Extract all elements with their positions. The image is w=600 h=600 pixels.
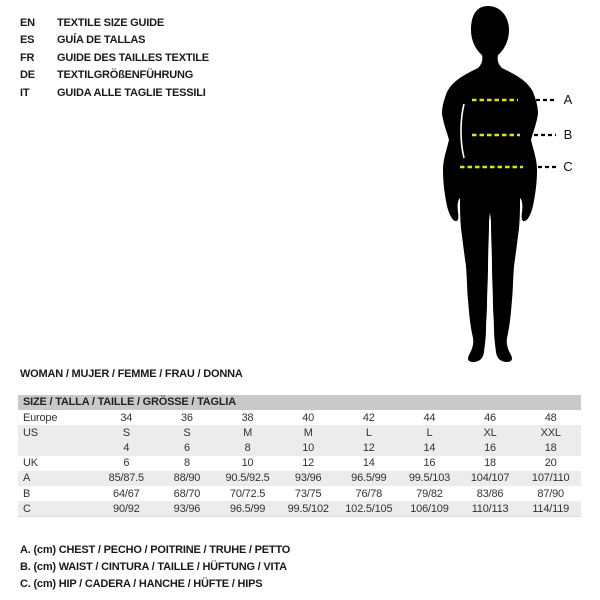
language-row (20, 67, 209, 85)
size-cell: 16 (484, 441, 496, 454)
size-cell: L (365, 426, 372, 439)
size-cell: 16 (423, 457, 436, 470)
woman-figure (430, 0, 565, 372)
row-label: Europe (23, 411, 58, 424)
size-cell: 14 (362, 457, 375, 470)
size-cell: 14 (423, 441, 436, 454)
size-cell: 83/86 (476, 487, 504, 500)
language-row (20, 49, 209, 67)
size-cell: 46 (484, 411, 496, 424)
measure-label-c: C (563, 159, 573, 174)
size-cell: 114/119 (532, 502, 570, 515)
size-cell: 20 (544, 457, 557, 470)
row-label: B (23, 487, 31, 500)
size-cell: 70/72.5 (229, 487, 266, 500)
size-table-row (18, 410, 581, 425)
language-label: GUÍA DE TALLAS (57, 34, 146, 47)
size-cell: 90/92 (113, 502, 140, 515)
size-table-row (18, 440, 581, 455)
language-code: DE (20, 69, 35, 82)
size-cell: 44 (423, 411, 436, 424)
size-cell: 34 (120, 411, 133, 424)
size-table-row (18, 456, 581, 471)
size-cell: 107/110 (531, 472, 570, 485)
size-cell: 104/107 (470, 472, 510, 485)
legend-item: B. (cm) WAIST / CINTURA / TAILLE / HÜFTUNG / VITA (20, 561, 287, 573)
size-cell: 99.5/102 (287, 502, 329, 515)
size-cell: 93/96 (294, 472, 322, 485)
language-label: GUIDE DES TAILLES TEXTILE (57, 51, 209, 64)
size-cell: M (303, 426, 313, 439)
legend-item: A. (cm) CHEST / PECHO / POITRINE / TRUHE / PETTO (20, 544, 291, 556)
size-cell: 48 (544, 411, 557, 424)
size-cell: 90.5/92.5 (225, 472, 270, 485)
language-row (20, 14, 209, 32)
language-label: GUIDA ALLE TAGLIE TESSILI (57, 86, 206, 99)
woman-silhouette (442, 6, 538, 362)
woman-silhouette-icon (430, 0, 565, 372)
language-code: IT (20, 86, 30, 99)
size-cell: 106/109 (410, 502, 449, 515)
size-cell: 36 (181, 411, 193, 424)
language-code: FR (20, 51, 35, 64)
row-label: US (23, 426, 38, 439)
size-cell: 88/90 (173, 472, 201, 485)
size-cell: 96.5/99 (351, 472, 387, 485)
measurement-legend (20, 544, 290, 595)
language-label: TEXTILGRÖßENFÜHRUNG (57, 69, 194, 82)
size-table-body (18, 410, 581, 516)
language-label: TEXTILE SIZE GUIDE (57, 16, 165, 29)
measure-label-b: B (563, 127, 573, 142)
size-cell: 18 (544, 441, 557, 454)
measure-label-a: A (563, 92, 573, 107)
size-table-row (18, 471, 581, 486)
size-table-row (18, 425, 581, 440)
size-cell: M (243, 426, 253, 439)
size-cell: 18 (484, 457, 496, 470)
row-label: C (23, 502, 31, 515)
size-cell: 12 (302, 457, 315, 470)
size-cell: 42 (362, 411, 375, 424)
size-cell: 12 (362, 441, 375, 454)
size-cell: 93/96 (173, 502, 201, 515)
size-cell: S (122, 426, 130, 439)
language-list (20, 14, 209, 102)
size-cell: 10 (302, 441, 315, 454)
size-cell: S (183, 426, 191, 439)
size-cell: XXL (540, 426, 561, 439)
size-cell: 38 (241, 411, 254, 424)
language-row (20, 32, 209, 50)
size-cell: 76/78 (355, 487, 383, 500)
row-label: UK (23, 457, 38, 470)
language-row (20, 84, 209, 102)
section-title: WOMAN / MUJER / FEMME / FRAU / DONNA (20, 368, 243, 380)
size-cell: 6 (183, 441, 190, 454)
size-cell: 87/90 (537, 487, 564, 500)
size-cell: 4 (123, 441, 130, 454)
legend-item: C. (cm) HIP / CADERA / HANCHE / HÜFTE / HIPS (20, 578, 263, 590)
size-cell: 79/82 (416, 487, 443, 500)
size-table-row (18, 501, 581, 516)
size-cell: XL (483, 426, 497, 439)
size-cell: 8 (183, 457, 190, 470)
size-cell: 102.5/105 (345, 502, 393, 515)
size-cell: 110/113 (471, 502, 509, 515)
language-code: ES (20, 34, 35, 47)
size-cell: 64/67 (113, 487, 140, 500)
size-cell: 68/70 (173, 487, 201, 500)
size-cell: 6 (123, 457, 130, 470)
size-cell: 85/87.5 (108, 472, 144, 485)
size-cell: L (426, 426, 433, 439)
size-cell: 96.5/99 (229, 502, 266, 515)
size-cell: 99.5/103 (408, 472, 451, 485)
size-cell: 10 (241, 457, 254, 470)
size-cell: 40 (302, 411, 315, 424)
size-cell: 8 (244, 441, 251, 454)
size-table (18, 395, 581, 517)
language-code: EN (20, 16, 35, 29)
row-label: A (23, 472, 31, 485)
size-table-row (18, 486, 581, 501)
size-table-header: SIZE / TALLA / TAILLE / GRÖSSE / TAGLIA (18, 395, 581, 410)
size-cell: 73/75 (294, 487, 322, 500)
